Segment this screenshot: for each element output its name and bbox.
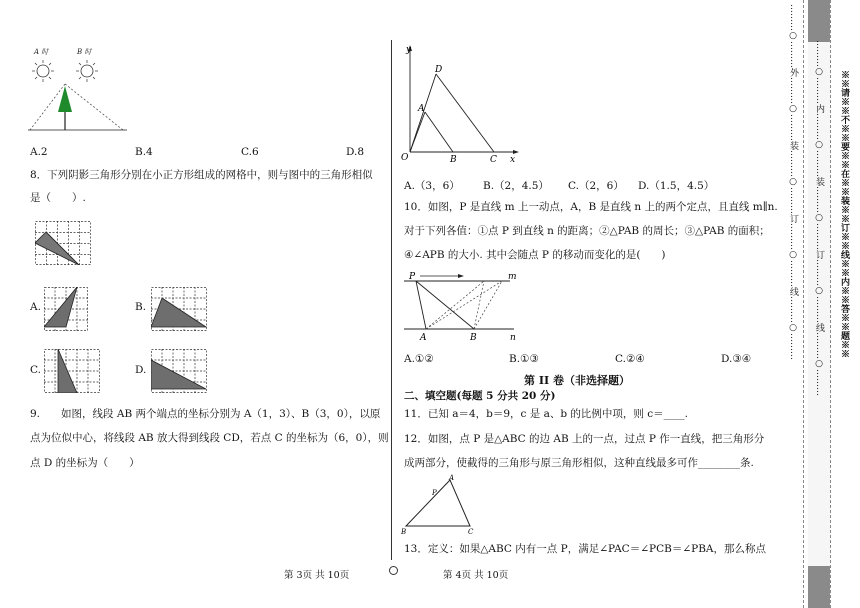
binding-warning-text: ※※请※※不※※要※※在※※装※※订※※线※※内※※答※※题※※	[839, 70, 849, 358]
graph-origin-label: O	[401, 153, 409, 163]
sun-label-a: A 时	[34, 48, 49, 56]
q10-text-line2: 对于下列各值：①点 P 到直线 n 的距离；②△PAB 的周长；③△PAB 的面积；	[404, 225, 770, 237]
q12-triangle-figure	[400, 474, 480, 536]
q8-option-d-grid[interactable]	[151, 349, 207, 393]
q8-option-a-label[interactable]: A.	[30, 301, 41, 313]
q8-option-b-grid[interactable]	[151, 287, 207, 331]
q8-option-b-label[interactable]: B.	[135, 301, 147, 313]
q9-text-line2: 点为位似中心，将线段 AB 放大得到线段 CD，若点 C 的坐标为（6，0），则	[30, 432, 389, 444]
q8-option-c-label[interactable]: C.	[30, 364, 41, 376]
q8-text-line2: 是（ ）.	[30, 192, 86, 204]
shadow-figure	[25, 40, 135, 135]
binding-strip	[776, 0, 860, 608]
graph-point-b: B	[450, 155, 457, 164]
q9-option-c[interactable]: C.（2，6）	[568, 180, 624, 192]
q7-option-c[interactable]: C.6	[241, 146, 259, 158]
q11-text: 11．已知 a＝4，b＝9，c 是 a、b 的比例中项，则 c＝____.	[404, 408, 688, 420]
q7-option-d[interactable]: D.8	[346, 146, 365, 158]
q10-fig-m: m	[508, 272, 517, 282]
q10-fig-p: P	[409, 272, 416, 282]
q9-text-line1: 9. 如图，线段 AB 两个端点的坐标分别为 A（1，3）、B（3，0），以原	[30, 408, 381, 420]
q9-option-a[interactable]: A.（3，6）	[404, 180, 460, 192]
graph-y-label: y	[406, 45, 412, 55]
column-divider	[391, 40, 392, 560]
binding-line-left	[803, 0, 804, 608]
strip-block-bottom	[808, 566, 830, 608]
q10-option-d[interactable]: D.③④	[721, 353, 752, 365]
q8-option-d-label[interactable]: D.	[135, 364, 147, 376]
q12-fig-p: P	[432, 489, 437, 497]
center-circle-icon	[389, 566, 398, 575]
footer-page-left: 第 3页 共 10页	[284, 570, 350, 581]
q9-option-d[interactable]: D.（1.5，4.5）	[638, 180, 715, 192]
outer-binding-text: ………○………外………○………装………○………订………○………线………○………	[788, 4, 798, 360]
q10-option-c[interactable]: C.②④	[615, 353, 645, 365]
graph-point-c: C	[490, 155, 497, 164]
graph-point-a: A	[418, 104, 425, 114]
graph-point-d: D	[435, 65, 443, 75]
footer-page-right: 第 4页 共 10页	[443, 570, 509, 581]
fill-in-section-heading: 二、填空题(每题 5 分共 20 分)	[404, 390, 556, 402]
q7-option-b[interactable]: B.4	[135, 146, 153, 158]
q12-text-line2: 成两部分，使截得的三角形与原三角形相似，这种直线最多可作________条.	[404, 457, 754, 469]
q10-text-line3: ④∠APB 的大小. 其中会随点 P 的移动而变化的是( )	[404, 249, 666, 261]
sun-label-b: B 时	[77, 48, 92, 56]
section-title: 第 II 卷（非选择题）	[524, 374, 630, 387]
q10-fig-a: A	[420, 333, 427, 342]
q10-parallel-lines-figure	[402, 268, 522, 342]
q13-text: 13．定义：如果△ABC 内有一点 P，满足∠PAC＝∠PCB＝∠PBA，那么称点	[404, 543, 766, 555]
q8-option-c-grid[interactable]	[44, 349, 100, 393]
q10-fig-n: n	[510, 333, 516, 342]
strip-block-top	[808, 0, 830, 42]
q8-reference-grid	[35, 221, 91, 265]
q10-option-a[interactable]: A.①②	[404, 353, 434, 365]
q9-option-b[interactable]: B.（2，4.5）	[483, 180, 549, 192]
q7-option-a[interactable]: A.2	[30, 146, 48, 158]
q12-text-line1: 12．如图，点 P 是△ABC 的边 AB 上的一点，过点 P 作一直线，把三角形分	[404, 433, 765, 445]
graph-x-label: x	[510, 155, 516, 164]
q12-fig-c: C	[468, 528, 474, 536]
q10-text-line1: 10．如图，P 是直线 m 上一动点，A，B 是直线 n 上的两个定点，且直线 m∥n.	[404, 201, 778, 213]
q10-option-b[interactable]: B.①③	[509, 353, 539, 365]
q12-fig-a: A	[449, 474, 455, 482]
q12-fig-b: B	[401, 528, 407, 536]
binding-line-right	[830, 0, 831, 608]
q8-option-a-grid[interactable]	[44, 287, 88, 331]
q8-text-line1: 8．下列阴影三角形分别在小正方形组成的网格中，则与图中的三角形相似	[30, 169, 373, 181]
inner-binding-text: ………○………内………○………装………○………订………○………线………○………	[814, 40, 824, 396]
q10-fig-b: B	[470, 333, 477, 342]
q9-text-line3: 点 D 的坐标为（ ）	[30, 457, 140, 469]
q9-coordinate-figure	[398, 42, 523, 164]
